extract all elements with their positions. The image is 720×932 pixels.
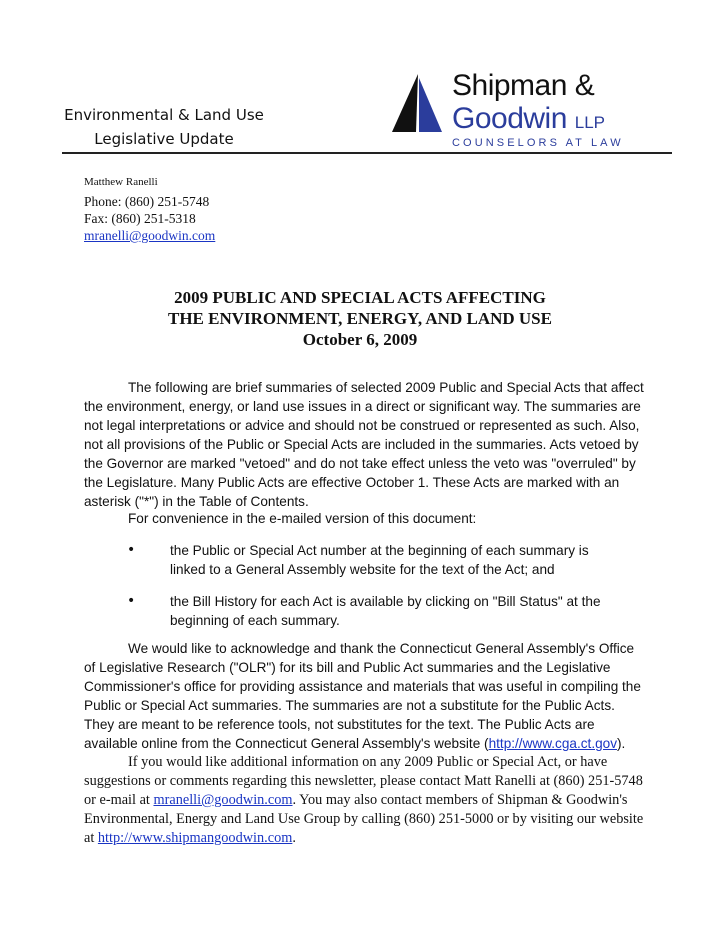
firm-name-line2 [452,103,605,139]
convenience-paragraph [84,509,644,528]
contact-name: Matthew Ranelli [84,176,158,188]
contact-paragraph-email-link[interactable]: mranelli@goodwin.com [153,792,293,808]
ack-text: We would like to acknowledge and thank the Connecticut General Assembly's Office of Legislative Research ("OLR") for its bill and Public Act summaries and the Legislative Commissioner's office for providing assistance and materials that was useful in compiling the Public or Special Act summaries. The summaries are not a substitute for the Public Acts. They are meant to be reference tools, not substitutes for the text. The Public Acts are available online from the Connecticut General Assembly's website ( [84,641,641,751]
firm-logo-triangle-icon [392,74,444,132]
heading-date: October 6, 2009 [302,330,418,349]
convenience-text: For convenience in the e-mailed version of this document: [128,511,477,526]
contact-phone: Phone: (860) 251-5748 [84,194,210,209]
heading-line1: 2009 PUBLIC AND SPECIAL ACTS AFFECTING [174,288,546,307]
bullet-icon: • [127,542,136,558]
contact-text-2: . You may also contact members of Shipman & Goodwin's Environmental, Energy and Land Use Group by calling (860) 251-5000 or by visiting our website at [84,792,644,846]
contact-email-link[interactable]: mranelli@goodwin.com [84,228,216,243]
newsletter-title-line2: Legislative Update [94,130,234,148]
ack-end: ). [617,736,626,751]
intro-text: The following are brief summaries of selected 2009 Public and Special Acts that affect the environment, energy, or land use issues in a direct or significant way. The summaries are not legal interpretations or advice and should not be construed or represented as such. Also, not all provisions of the Public or Special Acts are included in the summaries. Acts vetoed by the Governor are marked "vetoed" and do not take effect unless the veto was "overruled" by the Legislature. Many Public Acts are effective October 1. These Acts are marked with an asterisk ("*") in the Table of Contents. [84,380,644,509]
newsletter-title-line1: Environmental & Land Use [64,106,264,124]
heading-line2: THE ENVIRONMENT, ENERGY, AND LAND USE [168,309,552,328]
contact-fax: Fax: (860) 251-5318 [84,211,196,226]
contact-block [84,175,215,244]
firm-tagline: COUNSELORS AT LAW [452,137,624,149]
bullet-item-1: the Public or Special Act number at the beginning of each summary is linked to a General Assembly website for the text of the Act; and [170,543,589,577]
bullet-item-2: the Bill History for each Act is available by clicking on "Bill Status" at the beginning of each summary. [170,594,601,628]
firm-website-link[interactable]: http://www.shipmangoodwin.com [97,830,293,846]
cga-website-link[interactable]: http://www.cga.ct.gov [488,736,618,751]
contact-paragraph [84,753,644,848]
firm-name-line1: Shipman & [452,69,595,102]
contact-text-3: . [292,830,296,846]
bullet-icon: • [127,593,136,609]
document-heading [84,287,636,350]
firm-name-llp: LLP [574,113,605,132]
intro-paragraph [84,378,644,511]
contact-text-1: If you would like additional information on any 2009 Public or Special Act, or have suggestions or comments regarding this newsletter, please contact Matt Ranelli at (860) 251-5748 or e-mail at [84,754,643,808]
newsletter-title [64,103,264,151]
header-divider [62,152,672,154]
acknowledgement-paragraph [84,639,644,753]
firm-name-goodwin: Goodwin [452,102,567,135]
